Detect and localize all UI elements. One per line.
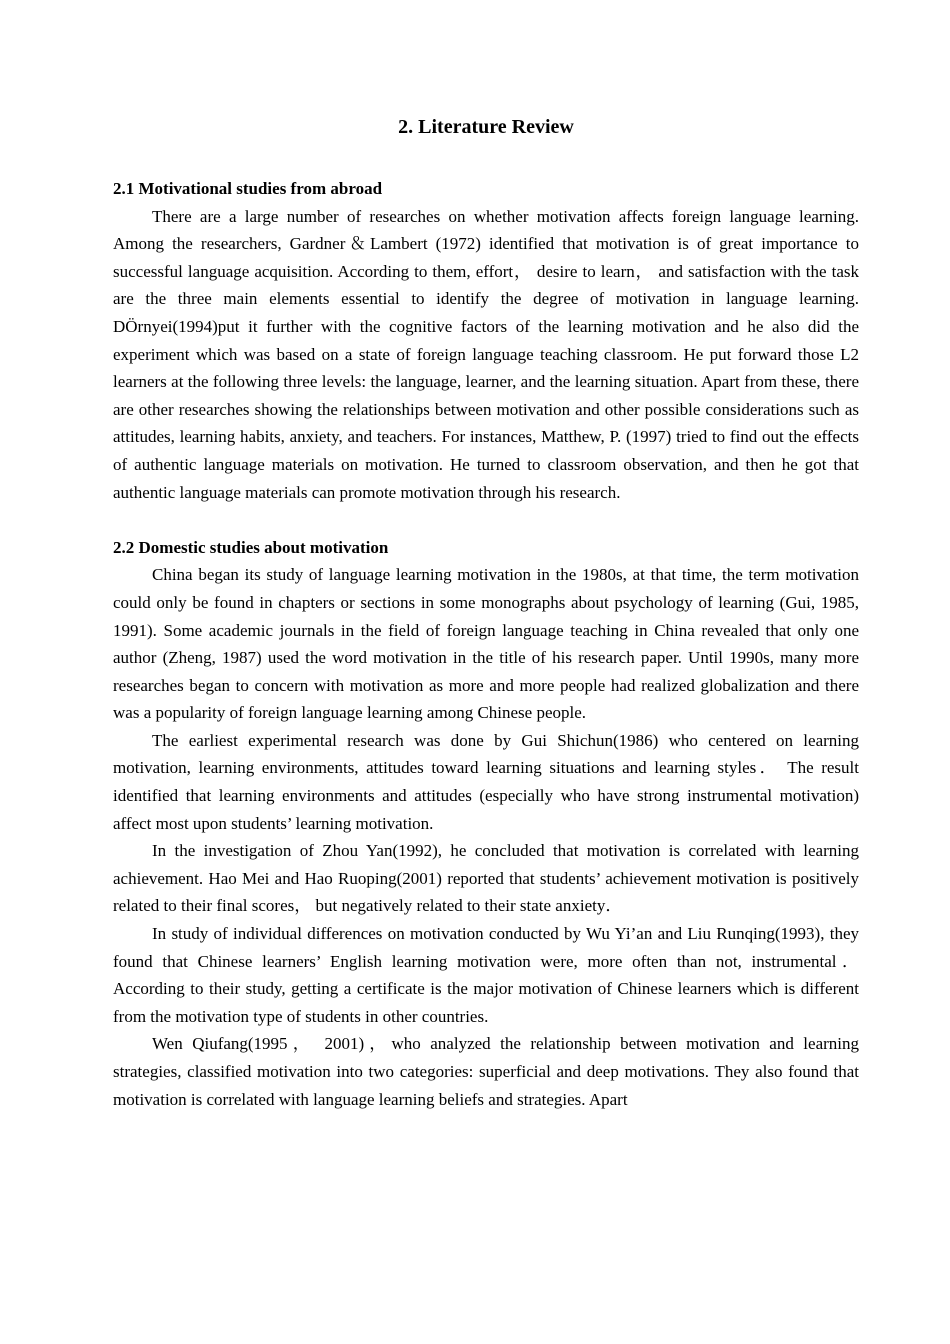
section-spacer: [113, 506, 859, 534]
paragraph: There are a large number of researches on whether motivation affects foreign language learning. Among the researchers, Gardner＆Lambert (1972) identified that motivation is of great importance to successful language acquisition. According to them, effort， desire to learn， and satisfaction with the task are the three main elements essential to identify the degree of motivation in language learning. DÖrnyei(1994)put it further with the cognitive factors of the learning motivation and he also did the experiment which was based on a state of foreign language teaching classroom. He put forward those L2 learners at the following three levels: the language, learner, and the learning situation. Apart from these, there are other researches showing the relationships between motivation and other possible considerations such as attitudes, learning habits, anxiety, and teachers. For instances, Matthew, P. (1997) tried to find out the effects of authentic language materials on motivation. He turned to classroom observation, and then he got that authentic language materials can promote motivation through his research.: [113, 206, 859, 502]
paragraph: The earliest experimental research was done by Gui Shichun(1986) who centered on learning motivation, learning environments, attitudes toward learning situations and learning styles． The result identified that learning environments and attitudes (especially who have strong instrumental motivation) affect most upon students’ learning motivation.: [113, 730, 859, 833]
section-2-1: [113, 175, 859, 506]
paragraph: In study of individual differences on motivation conducted by Wu Yi’an and Liu Runqing(1993), they found that Chinese learners’ English learning motivation were, more often than not, instrumental． According to their study, getting a certificate is the major motivation of Chinese learners which is different from the motivation type of students in other countries.: [113, 924, 859, 1026]
section-2-2: [113, 534, 859, 1113]
section-heading: 2.2 Domestic studies about motivation: [113, 537, 389, 557]
paragraph: Wen Qiufang(1995， 2001)，who analyzed the relationship between motivation and learning strategies, classified motivation into two categories: superficial and deep motivations. They also found that motivation is correlated with language learning beliefs and strategies. Apart: [113, 1034, 859, 1109]
paragraph: In the investigation of Zhou Yan(1992), he concluded that motivation is correlated with learning achievement. Hao Mei and Hao Ruoping(2001) reported that students’ achievement motivation is positively related to their final scores， but negatively related to their state anxiety．: [113, 841, 859, 916]
document-body: [113, 175, 859, 1113]
paragraph: China began its study of language learning motivation in the 1980s, at that time, the term motivation could only be found in chapters or sections in some monographs about psychology of learning (Gui, 1985, 1991). Some academic journals in the field of foreign language teaching in China revealed that only one author (Zheng, 1987) used the word motivation in the title of his research paper. Until 1990s, many more researches began to concern with motivation as more and more people had realized globalization and there was a popularity of foreign language learning among Chinese people.: [113, 565, 859, 723]
page-title: 2. Literature Review: [398, 116, 574, 138]
section-heading: 2.1 Motivational studies from abroad: [113, 179, 383, 198]
